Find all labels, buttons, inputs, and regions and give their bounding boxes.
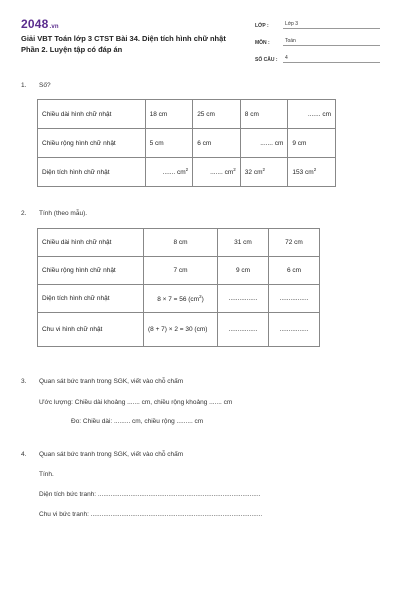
cell-value: 153 cm <box>292 169 314 177</box>
title-line-2: Phần 2. Luyện tập có đáp án <box>21 45 123 54</box>
row-header: Chu vi hình chữ nhật <box>38 313 144 347</box>
site-logo[interactable] <box>21 17 59 31</box>
table-row <box>38 158 336 187</box>
table-cell <box>193 158 241 187</box>
table-cell: 25 cm <box>193 100 241 129</box>
measure-line: Đo: Chiều dài: ......... cm, chiều rộng ......... cm <box>71 418 204 425</box>
table-cell <box>144 285 218 313</box>
question-1-table <box>37 99 336 187</box>
question-prompt: Số? <box>39 82 51 89</box>
table-cell <box>145 158 193 187</box>
table-cell <box>288 158 336 187</box>
cell-value: ....... cm <box>210 169 234 177</box>
cell-value: 8 × 7 = 56 (cm <box>157 296 200 304</box>
perimeter-line: Chu vi bức tranh: ............................................................................................... <box>39 511 263 518</box>
document-title <box>21 33 241 55</box>
meta-label: MÔN : <box>255 40 270 46</box>
calculate-line: Tính. <box>39 471 54 478</box>
question-1-heading <box>21 82 51 89</box>
question-number: 2. <box>21 210 27 217</box>
question-prompt: Quan sát bức tranh trong SGK, viết vào chỗ chấm <box>39 451 184 458</box>
table-cell <box>240 158 288 187</box>
table-cell: 9 cm <box>218 257 269 285</box>
table-cell: 5 cm <box>145 129 193 158</box>
cell-value: 32 cm <box>244 169 263 177</box>
question-number: 4. <box>21 451 27 458</box>
logo-text: 2048 <box>21 17 49 31</box>
table-cell: 6 cm <box>269 257 320 285</box>
question-4-heading <box>21 451 183 458</box>
meta-row-class <box>255 17 380 29</box>
table-row <box>38 100 336 129</box>
superscript: 2 <box>262 167 265 173</box>
superscript: 2 <box>185 167 189 173</box>
table-cell: ................ <box>218 313 269 347</box>
table-cell: 6 cm <box>193 129 241 158</box>
table-row <box>38 285 320 313</box>
superscript: 2 <box>233 167 236 173</box>
row-header: Chiều dài hình chữ nhật <box>38 100 146 129</box>
meta-row-count <box>255 51 380 63</box>
table-row <box>38 257 320 285</box>
table-cell: 72 cm <box>269 229 320 257</box>
row-header: Chiều rộng hình chữ nhật <box>38 129 146 158</box>
question-3-heading <box>21 378 183 385</box>
row-header: Diện tích hình chữ nhật <box>38 158 146 187</box>
table-cell: 18 cm <box>145 100 193 129</box>
table-cell: ................ <box>269 285 320 313</box>
table-cell: 9 cm <box>288 129 336 158</box>
meta-value: Toán <box>283 38 380 46</box>
question-number: 1. <box>21 82 27 89</box>
table-cell: ....... cm <box>240 129 288 158</box>
row-header: Chiều dài hình chữ nhật <box>38 229 144 257</box>
meta-info <box>255 17 380 68</box>
table-row <box>38 129 336 158</box>
table-cell: 31 cm <box>218 229 269 257</box>
row-header: Diện tích hình chữ nhật <box>38 285 144 313</box>
question-2-heading <box>21 210 87 217</box>
question-prompt: Quan sát bức tranh trong SGK, viết vào chỗ chấm <box>39 378 184 385</box>
meta-value: Lớp 3 <box>283 21 380 29</box>
question-prompt: Tính (theo mẫu). <box>39 210 88 217</box>
closing-paren: ) <box>201 296 204 304</box>
meta-label: LỚP : <box>255 23 269 29</box>
superscript: 2 <box>313 167 317 173</box>
table-cell: 7 cm <box>144 257 218 285</box>
question-2-table <box>37 228 320 347</box>
meta-value: 4 <box>283 55 380 63</box>
table-cell: ................ <box>269 313 320 347</box>
estimate-line: Ước lượng: Chiều dài khoảng ....... cm, chiều rộng khoảng ....... cm <box>39 399 233 406</box>
area-line: Diện tích bức tranh: .......................................................................................... <box>39 491 261 498</box>
meta-row-subject <box>255 34 380 46</box>
question-number: 3. <box>21 378 27 385</box>
logo-suffix: .vn <box>49 24 59 30</box>
superscript: 2 <box>199 293 202 299</box>
title-line-1: Giải VBT Toán lớp 3 CTST Bài 34. Diện tích hình chữ nhật <box>21 34 226 43</box>
table-cell: ....... cm <box>288 100 336 129</box>
meta-label: SỐ CÂU : <box>255 57 278 63</box>
table-cell: 8 cm <box>240 100 288 129</box>
table-cell: 8 cm <box>144 229 218 257</box>
table-row <box>38 313 320 347</box>
table-cell: ................ <box>218 285 269 313</box>
cell-value: ....... cm <box>162 169 186 177</box>
table-row <box>38 229 320 257</box>
table-cell: (8 + 7) × 2 = 30 (cm) <box>144 313 218 347</box>
row-header: Chiều rộng hình chữ nhật <box>38 257 144 285</box>
